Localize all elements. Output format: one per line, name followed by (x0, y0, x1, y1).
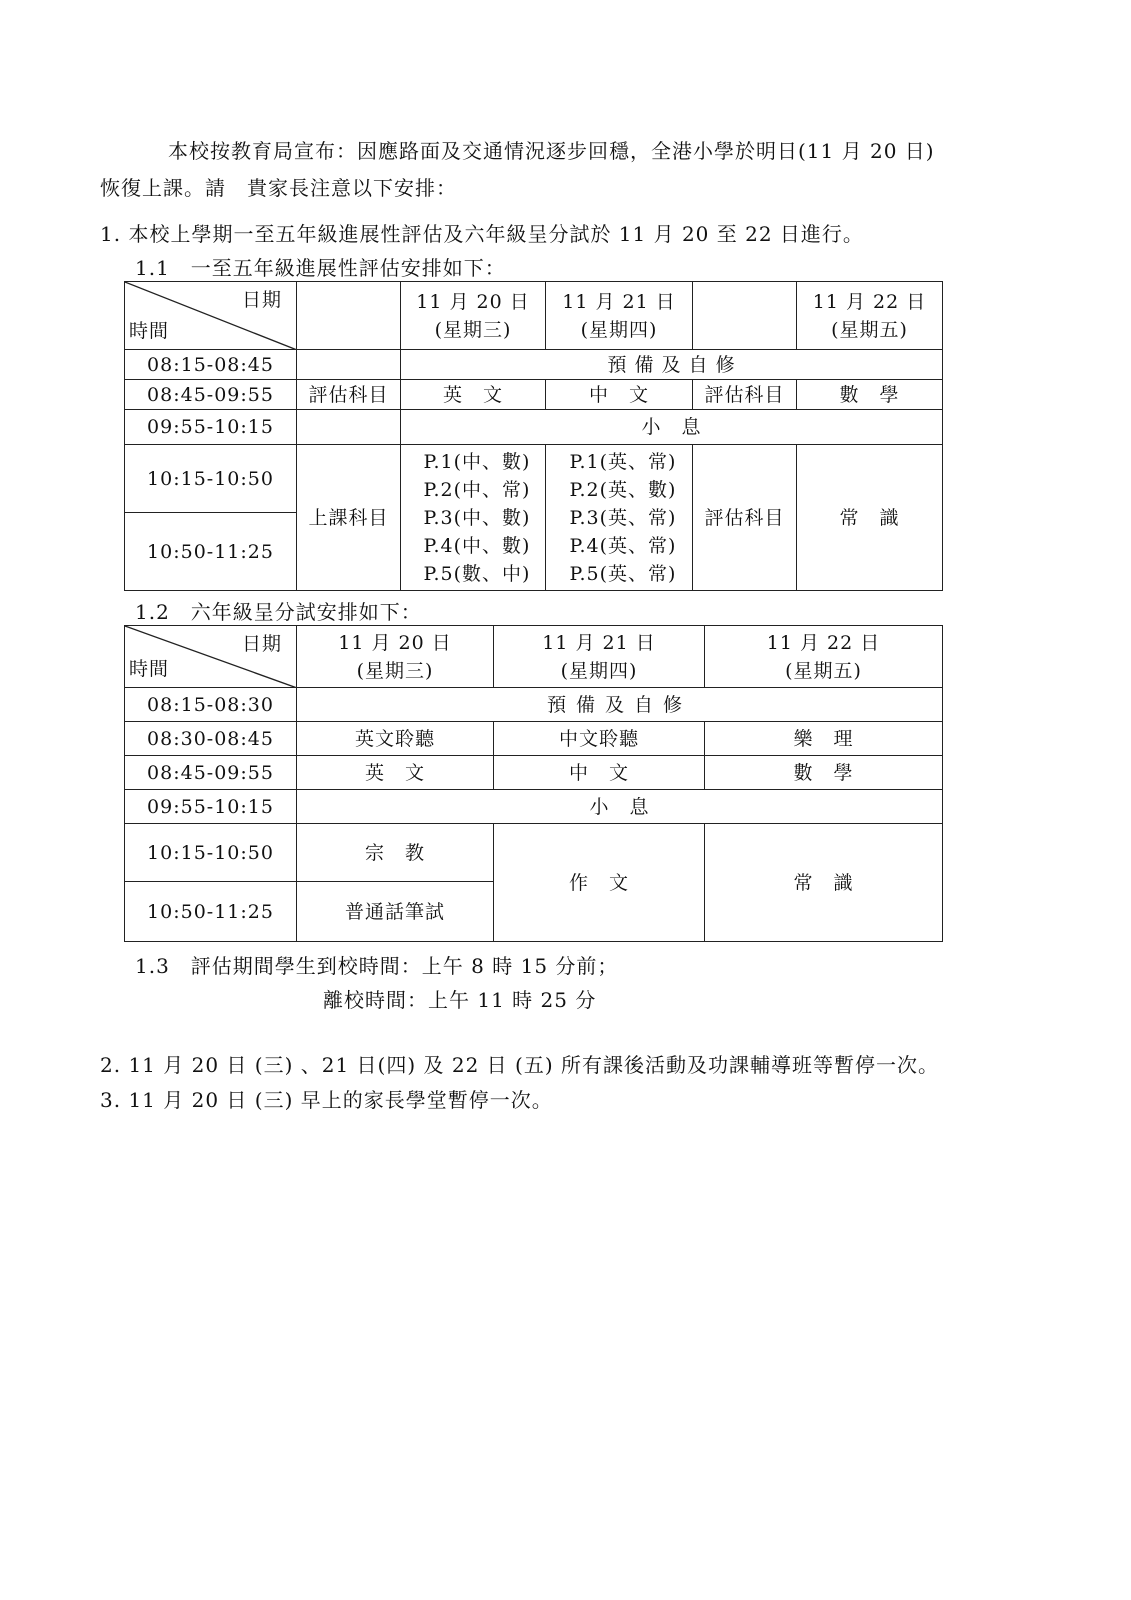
item-2: 2. 11 月 20 日 (三) 、21 日(四) 及 22 日 (五) 所有課後活動及功課輔導班等暫停一次。 (100, 1053, 939, 1077)
time-cell: 10:15-10:50 (125, 824, 297, 882)
general-studies-cell: 常 識 (705, 824, 943, 942)
day1-weekday: (星期三) (434, 318, 512, 341)
english-cell: 英 文 (297, 756, 494, 790)
list-item: P.4(中、數) (423, 534, 531, 557)
putonghua-cell: 普通話筆試 (297, 882, 494, 942)
break-cell: 小 息 (401, 410, 943, 445)
empty-cell (297, 410, 401, 445)
day1-date: 11 月 20 日 (338, 631, 452, 654)
time-cell: 08:45-09:55 (125, 756, 297, 790)
day1-weekday: (星期三) (356, 659, 434, 682)
assess-label-cell: 評估科目 (297, 380, 401, 410)
day3-date: 11 月 22 日 (766, 631, 881, 654)
english-cell: 英 文 (401, 380, 546, 410)
time-cell: 10:15-10:50 (125, 445, 297, 513)
list-item: P.3(中、數) (423, 506, 531, 529)
list-item: P.3(英、常) (569, 506, 677, 529)
list-item: P.5(數、中) (423, 562, 531, 585)
item-3: 3. 11 月 20 日 (三) 早上的家長學堂暫停一次。 (100, 1088, 553, 1112)
header-date-label: 日期 (241, 289, 282, 311)
day3-date: 11 月 22 日 (812, 290, 927, 313)
day1-date: 11 月 20 日 (416, 290, 530, 313)
day2-date: 11 月 21 日 (562, 290, 676, 313)
subsection-1-2-title: 1.2 六年級呈分試安排如下： (135, 600, 422, 624)
day3-weekday: (星期五) (831, 318, 908, 341)
subsection-1-3-line-2: 離校時間：上午 11 時 25 分 (323, 988, 597, 1012)
math-cell: 數 學 (797, 380, 943, 410)
table1-empty-header (297, 282, 401, 350)
prep-cell: 預 備 及 自 修 (401, 350, 943, 380)
day2-weekday: (星期四) (560, 659, 638, 682)
time-cell: 09:55-10:15 (125, 790, 297, 824)
subsection-1-1-title: 1.1 一至五年級進展性評估安排如下： (135, 256, 506, 280)
english-listening-cell: 英文聆聽 (297, 722, 494, 756)
intro-line-1: 本校按教育局宣布：因應路面及交通情況逐步回穩，全港小學於明日(11 月 20 日) (168, 139, 935, 163)
table2-header-day3 (705, 626, 943, 688)
table1-corner-header (125, 282, 297, 350)
list-item: P.1(中、數) (423, 450, 531, 473)
list-item: P.4(英、常) (569, 534, 677, 557)
header-time-label: 時間 (129, 320, 170, 342)
time-cell: 08:15-08:45 (125, 350, 297, 380)
chinese-listening-cell: 中文聆聽 (494, 722, 705, 756)
header-time-label: 時間 (129, 658, 170, 680)
table1-header-day3 (797, 282, 943, 350)
chinese-cell: 中 文 (494, 756, 705, 790)
break-cell: 小 息 (297, 790, 943, 824)
table2-corner-header (125, 626, 297, 688)
assess-label-cell: 評估科目 (693, 380, 797, 410)
assess-label-cell: 評估科目 (693, 445, 797, 591)
table-grade1-5-schedule (124, 281, 943, 591)
table-grade6-schedule (124, 625, 943, 942)
chinese-cell: 中 文 (546, 380, 693, 410)
time-cell: 08:45-09:55 (125, 380, 297, 410)
religion-cell: 宗 教 (297, 824, 494, 882)
class-label-cell: 上課科目 (297, 445, 401, 591)
math-cell: 數 學 (705, 756, 943, 790)
empty-cell (297, 350, 401, 380)
intro-line-2: 恢復上課。請 貴家長注意以下安排： (100, 176, 457, 200)
list-item: P.2(中、常) (423, 478, 531, 501)
table1-header-day1 (401, 282, 546, 350)
day3-weekday: (星期五) (785, 659, 862, 682)
time-cell: 08:30-08:45 (125, 722, 297, 756)
list-item: P.1(英、常) (569, 450, 677, 473)
day1-class-list (401, 445, 546, 591)
item-1: 1. 本校上學期一至五年級進展性評估及六年級呈分試於 11 月 20 至 22 日進行。 (100, 222, 864, 246)
day2-class-list (546, 445, 693, 591)
time-cell: 10:50-11:25 (125, 882, 297, 942)
header-date-label: 日期 (241, 633, 282, 655)
table1-empty-header-2 (693, 282, 797, 350)
time-cell: 10:50-11:25 (125, 513, 297, 591)
list-item: P.2(英、數) (569, 478, 677, 501)
prep-cell: 預備及自修 (297, 688, 943, 722)
music-theory-cell: 樂 理 (705, 722, 943, 756)
time-cell: 09:55-10:15 (125, 410, 297, 445)
day2-weekday: (星期四) (580, 318, 658, 341)
composition-cell: 作 文 (494, 824, 705, 942)
general-studies-cell: 常 識 (797, 445, 943, 591)
time-cell: 08:15-08:30 (125, 688, 297, 722)
table2-header-day2 (494, 626, 705, 688)
subsection-1-3-line-1: 1.3 評估期間學生到校時間：上午 8 時 15 分前； (135, 954, 619, 978)
table1-header-day2 (546, 282, 693, 350)
day2-date: 11 月 21 日 (542, 631, 656, 654)
table2-header-day1 (297, 626, 494, 688)
list-item: P.5(英、常) (569, 562, 677, 585)
